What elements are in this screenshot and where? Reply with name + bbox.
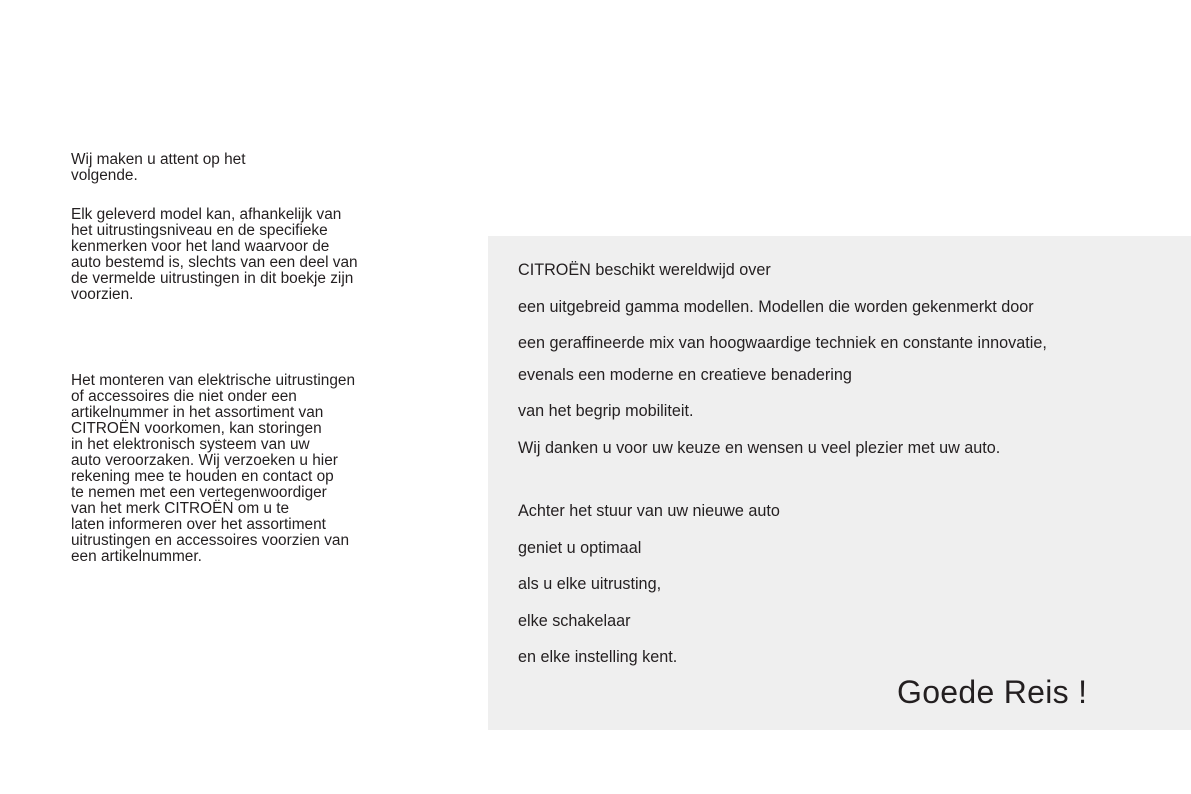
equipment-notice-paragraph: Elk geleverd model kan, afhankelijk van het uitrustingsniveau en de specifieke kenmerken voor het land waarvoor de auto bestemd is, slechts van een deel van de vermelde uitrustingen in dit boekje zijn voorzien. (71, 206, 358, 303)
welcome-line: Wij danken u voor uw keuze en wensen u veel plezier met uw auto. (518, 439, 1001, 457)
welcome-line: als u elke uitrusting, (518, 575, 662, 593)
welcome-line: van het begrip mobiliteit. (518, 402, 694, 420)
welcome-line: een uitgebreid gamma modellen. Modellen die worden gekenmerkt door (518, 298, 1034, 316)
closing-greeting: Goede Reis ! (897, 674, 1088, 710)
accessories-warning-paragraph: Het monteren van elektrische uitrustingen of accessoires die niet onder een artikelnummer in het assortiment van CITROËN voorkomen, kan storingen in het elektronisch systeem van uw auto veroorzaken. Wij verzoeken u hier rekening mee te houden en contact op te nemen met een vertegenwoordiger van het merk CITROËN om u te laten informeren over het assortiment uitrustingen en accessoires voorzien van een artikelnummer. (71, 372, 356, 565)
left-column (71, 152, 443, 565)
welcome-line: een geraffineerde mix van hoogwaardige techniek en constante innovatie, (518, 334, 1047, 352)
welcome-line: elke schakelaar (518, 612, 631, 630)
welcome-line: geniet u optimaal (518, 539, 642, 557)
welcome-line: en elke instelling kent. (518, 648, 678, 666)
welcome-line: Achter het stuur van uw nieuwe auto (518, 502, 780, 520)
welcome-line: CITROËN beschikt wereldwijd over (518, 261, 771, 279)
welcome-box (488, 236, 1191, 730)
intro-paragraph: Wij maken u attent op het volgende. (71, 151, 246, 184)
welcome-line: evenals een moderne en creatieve benadering (518, 366, 852, 384)
